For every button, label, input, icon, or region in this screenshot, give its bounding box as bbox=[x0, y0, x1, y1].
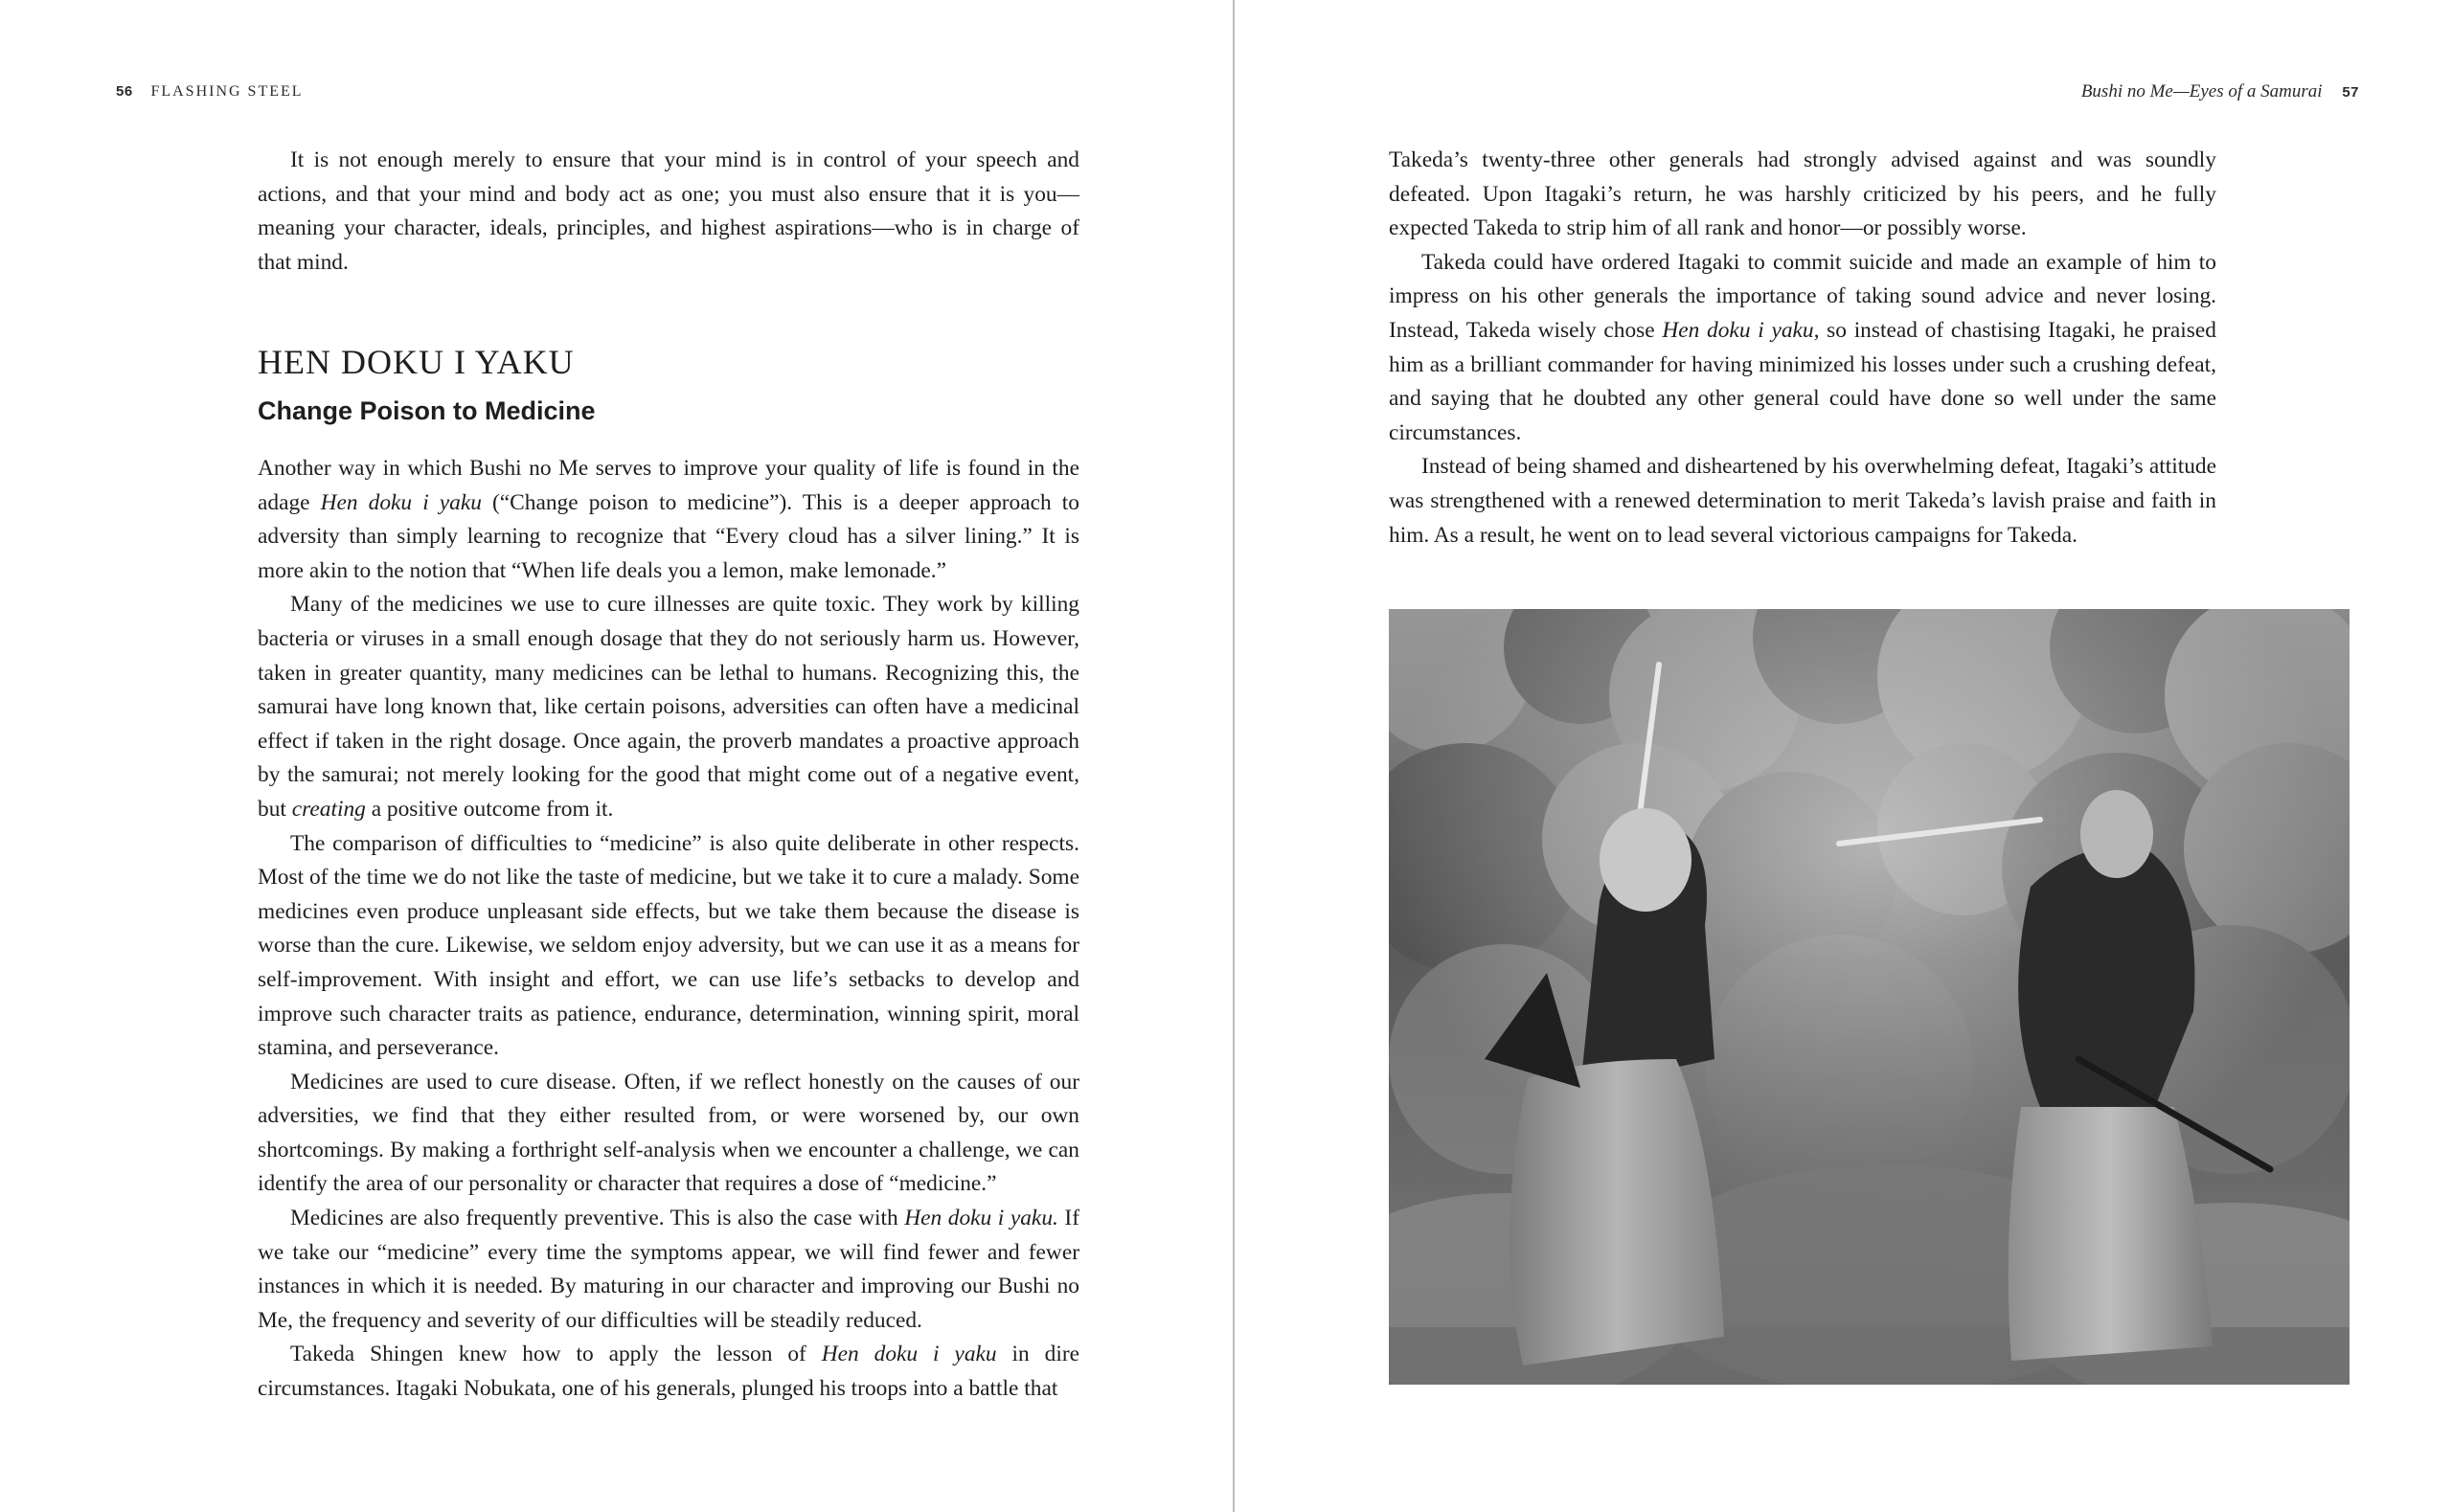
text-run: Many of the medicines we use to cure illnesses are quite toxic. They work by killing bacteria or viruses in a small enough dosage that they do not seriously harm us. However, taken in greater quantity, many medicines can be lethal to humans. Recognizing this, the samurai have long known that, like certain poisons, adversities can often have a medicinal effect if taken in the right dosage. Once again, the proverb mandates a proactive approach by the samurai; not merely looking for the good that might come out of a negative event, but bbox=[258, 592, 1079, 822]
subheading: Change Poison to Medicine bbox=[258, 396, 596, 425]
right-paragraph-3: Instead of being shamed and disheartened by his overwhelming defeat, Itagaki’s attitude was strengthened with a renewed determination to merit Takeda’s lavish praise and faith in him. As a result, he went on to lead several victorious campaigns for Takeda. bbox=[1389, 454, 2216, 548]
page-number-right: 57 bbox=[2342, 84, 2359, 101]
left-body-text bbox=[258, 452, 1079, 1407]
page-number-left: 56 bbox=[116, 83, 133, 100]
chapter-title-running-head: Bushi no Me—Eyes of a Samurai bbox=[2080, 81, 2323, 102]
section-heading bbox=[258, 342, 575, 382]
text-run: (“Change poison to medicine”). This is a deeper approach to adversity than simply learning to recognize that “Every cloud has a silver lining.” It is more akin to the notion that “When life deals you a lemon, make lemonade.” bbox=[258, 489, 1079, 583]
body-paragraph-1 bbox=[258, 452, 1079, 588]
right-hakama bbox=[2009, 1107, 2213, 1361]
italic-term: Hen doku i yaku. bbox=[904, 1206, 1058, 1231]
section-heading-text: HEN DOKU I YAKU bbox=[258, 343, 575, 381]
photo-illustration bbox=[1389, 609, 2350, 1385]
samurai-duel-photo bbox=[1389, 609, 2350, 1385]
right-body-text bbox=[1389, 144, 2216, 553]
body-paragraph-2 bbox=[258, 588, 1079, 826]
text-run: Takeda could have ordered Itagaki to commit suicide and made an example of him to impress on his other generals the importance of taking sound advice and never losing. Instead, Takeda wisely chose bbox=[1389, 249, 2216, 343]
italic-term: Hen doku i yaku bbox=[821, 1342, 997, 1367]
left-running-head bbox=[116, 81, 304, 101]
body-paragraph-6 bbox=[258, 1338, 1079, 1406]
text-run: so instead of chastising Itagaki, he praised him as a brilliant commander for having minimized his losses under such a crushing defeat, and saying that he doubted any other general could have done so well under the same circumstances. bbox=[1389, 317, 2216, 445]
left-intro-text bbox=[258, 144, 1079, 280]
body-paragraph-4: Medicines are used to cure disease. Often, if we reflect honestly on the causes of our adversities, we find that they either resulted from, or were worsened by, our own shortcomings. By making a forthright self-analysis when we encounter a challenge, we can identify the area of our personality or character that requires a dose of “medicine.” bbox=[258, 1069, 1079, 1197]
italic-term: creating bbox=[291, 796, 366, 822]
left-head bbox=[1600, 808, 1691, 912]
text-run: in dire circumstances. Itagaki Nobukata, one of his generals, plunged his troops into a battle that bbox=[258, 1342, 1079, 1402]
intro-paragraph: It is not enough merely to ensure that your mind is in control of your speech and actions, and that your mind and body act as one; you must also ensure that it is you—meaning your character, ideals, principles, and highest aspirations—who is in charge of that mind. bbox=[258, 147, 1079, 275]
right-paragraph-2 bbox=[1389, 246, 2216, 451]
italic-term: Hen doku i yaku, bbox=[1662, 317, 1820, 343]
left-hakama bbox=[1510, 1059, 1724, 1365]
body-paragraph-3: The comparison of difficulties to “medicine” is also quite deliberate in other respects. Most of the time we do not like the taste of medicine, but we take it to cure a malady. Some medicines even produce unpleasant side effects, but we take them because the disease is worse than the cure. Likewise, we seldom enjoy adversity, but we can use it as a means for self-improvement. With insight and effort, we can use life’s setbacks to develop and improve such character traits as patience, endurance, determination, winning spirit, moral stamina, and perseverance. bbox=[258, 830, 1079, 1061]
text-run: Takeda Shingen knew how to apply the lesson of bbox=[290, 1342, 822, 1367]
right-kimono bbox=[2018, 846, 2194, 1107]
book-title-running-head: FLASHING STEEL bbox=[150, 83, 304, 100]
right-head bbox=[2080, 790, 2153, 878]
text-run: If we take our “medicine” every time the symptoms appear, we will find fewer and fewer instances in which it is needed. By maturing in our character and improving our Bushi no Me, the frequency and severity of our difficulties will be steadily reduced. bbox=[258, 1206, 1079, 1333]
italic-term: Hen doku i yaku bbox=[320, 489, 482, 515]
text-run: Another way in which Bushi no Me serves to improve your quality of life is found in the adage bbox=[258, 456, 1079, 515]
right-page bbox=[1235, 0, 2452, 1512]
body-paragraph-5 bbox=[258, 1202, 1079, 1338]
right-running-head bbox=[2081, 81, 2359, 102]
text-run: Medicines are also frequently preventive. This is also the case with bbox=[290, 1206, 905, 1231]
text-run: a positive outcome from it. bbox=[365, 796, 614, 822]
right-paragraph-1: Takeda’s twenty-three other generals had strongly advised against and was soundly defeated. Upon Itagaki’s return, he was harshly criticized by his peers, and he fully expected Takeda to strip him of all rank and honor—or possibly worse. bbox=[1389, 147, 2216, 241]
